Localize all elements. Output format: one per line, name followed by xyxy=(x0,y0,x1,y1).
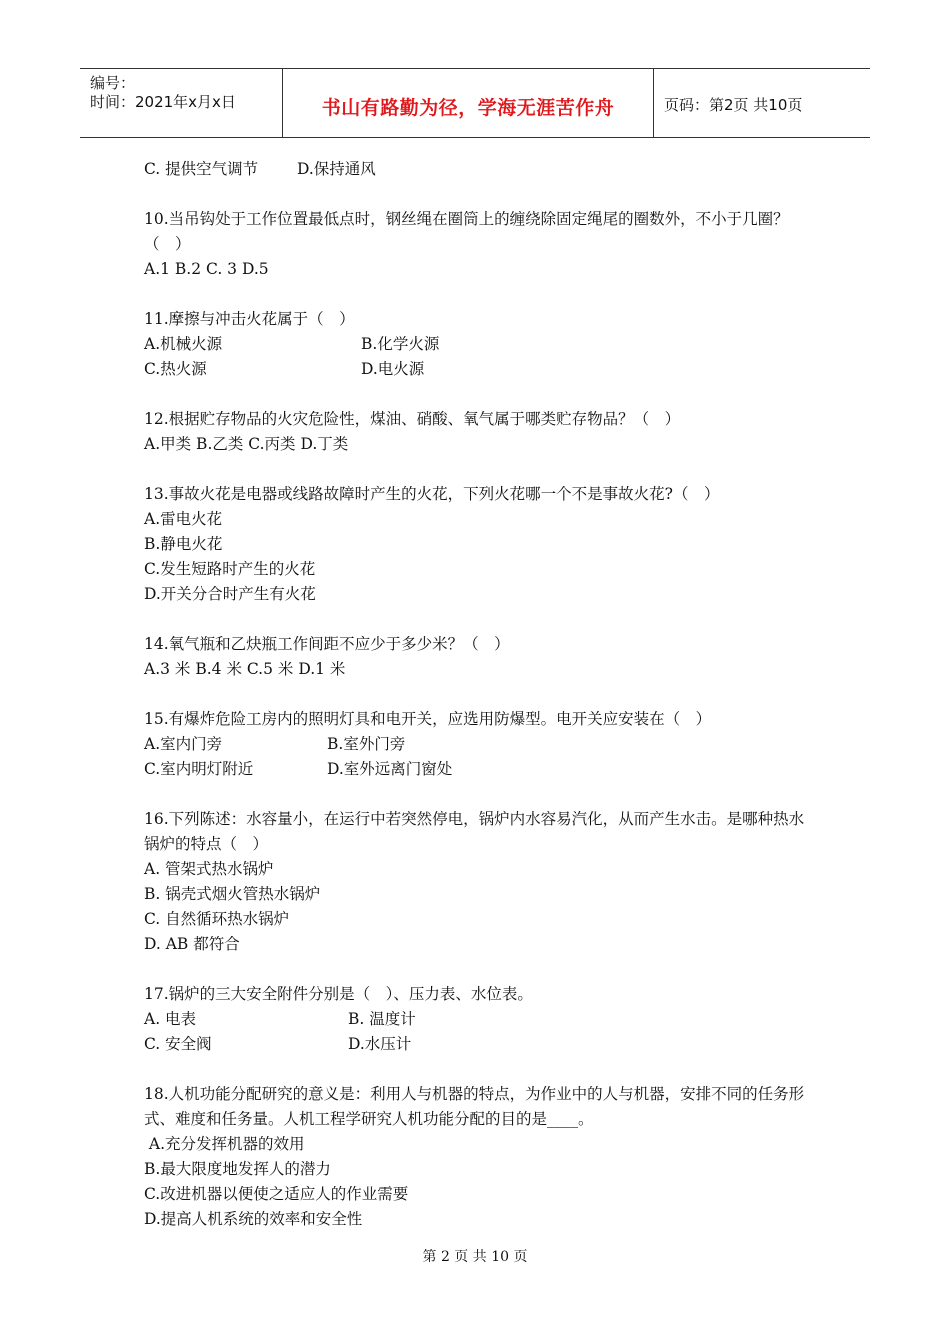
question-text: 16.下列陈述：水容量小，在运行中若突然停电，锅炉内水容易汽化，从而产生水击。是哪种热水锅炉的特点（ ） xyxy=(144,810,805,853)
option-d: D.室外远离门窗处 xyxy=(327,760,453,778)
option-c: C.改进机器以便使之适应人的作业需要 xyxy=(144,1185,409,1203)
question-text: 11.摩擦与冲击火花属于（ ） xyxy=(144,310,355,328)
option-c: C. 提供空气调节 xyxy=(144,160,259,178)
question-list xyxy=(144,157,810,1257)
option-a: A.机械火源 xyxy=(144,335,223,353)
option-b: B.静电火花 xyxy=(144,535,223,553)
option-c: C.发生短路时产生的火花 xyxy=(144,560,316,578)
option-c: C.热火源 xyxy=(144,360,207,378)
header-meta-cell xyxy=(80,69,283,137)
doc-number-label: 编号： xyxy=(90,74,136,92)
question-17 xyxy=(144,982,810,1057)
option-d: D.水压计 xyxy=(348,1035,412,1053)
option-c: C.室内明灯附近 xyxy=(144,760,254,778)
option-c: C. 安全阀 xyxy=(144,1035,212,1053)
header-motto: 书山有路勤为径，学海无涯苦作舟 xyxy=(321,97,615,119)
option-c: C. 自然循环热水锅炉 xyxy=(144,910,290,928)
question-text: 12.根据贮存物品的火灾危险性，煤油、硝酸、氧气属于哪类贮存物品？（ ） xyxy=(144,410,681,428)
question-10 xyxy=(144,207,810,282)
option-a: A. 电表 xyxy=(144,1010,197,1028)
question-text: 10.当吊钩处于工作位置最低点时，钢丝绳在圈筒上的缠绕除固定绳尾的圈数外，不小于几圈？（ ） xyxy=(144,210,789,253)
question-text: 17.锅炉的三大安全附件分别是（ ）、压力表、水位表。 xyxy=(144,985,533,1003)
question-13 xyxy=(144,482,810,607)
header-page-cell xyxy=(654,69,870,137)
header-motto-cell xyxy=(283,69,654,137)
option-a: A.室内门旁 xyxy=(144,735,223,753)
page-header xyxy=(80,68,870,138)
question-text: 13.事故火花是电器或线路故障时产生的火花，下列火花哪一个不是事故火花?（ ） xyxy=(144,485,720,503)
option-b: B.化学火源 xyxy=(361,335,440,353)
date-label: 时间：2021年x月x日 xyxy=(90,93,236,111)
option-b: B.最大限度地发挥人的潜力 xyxy=(144,1160,331,1178)
question-text: 15.有爆炸危险工房内的照明灯具和电开关，应选用防爆型。电开关应安装在（ ） xyxy=(144,710,712,728)
question-11 xyxy=(144,307,810,382)
question-options: A.1 B.2 C. 3 D.5 xyxy=(144,260,269,278)
question-18 xyxy=(144,1082,810,1232)
question-14 xyxy=(144,632,810,682)
question-text: 14.氧气瓶和乙炔瓶工作间距不应少于多少米？（ ） xyxy=(144,635,510,653)
question-16 xyxy=(144,807,810,957)
option-d: D.保持通风 xyxy=(297,160,376,178)
question-12 xyxy=(144,407,810,457)
option-d: D.开关分合时产生有火花 xyxy=(144,585,316,603)
option-b: B. 锅壳式烟火管热水锅炉 xyxy=(144,885,321,903)
question-options: A.甲类 B.乙类 C.丙类 D.丁类 xyxy=(144,435,349,453)
option-d: D.提高人机系统的效率和安全性 xyxy=(144,1210,363,1228)
page-footer: 第 2 页 共 10 页 xyxy=(422,1249,528,1265)
header-page-info: 页码：第2页 共10页 xyxy=(664,96,803,114)
option-d: D.电火源 xyxy=(361,360,425,378)
option-d: D. AB 都符合 xyxy=(144,935,240,953)
question-15 xyxy=(144,707,810,782)
question-options: A.3 米 B.4 米 C.5 米 D.1 米 xyxy=(144,660,346,678)
question-text: 18.人机功能分配研究的意义是：利用人与机器的特点，为作业中的人与机器，安排不同的任务形式、难度和任务量。人机工程学研究人机功能分配的目的是____。 xyxy=(144,1085,805,1128)
question-9-tail xyxy=(144,157,810,182)
option-b: B. 温度计 xyxy=(348,1010,416,1028)
option-a: A. 管架式热水锅炉 xyxy=(144,860,274,878)
option-a: A.雷电火花 xyxy=(144,510,223,528)
option-b: B.室外门旁 xyxy=(327,735,406,753)
option-a: A.充分发挥机器的效用 xyxy=(144,1135,305,1153)
